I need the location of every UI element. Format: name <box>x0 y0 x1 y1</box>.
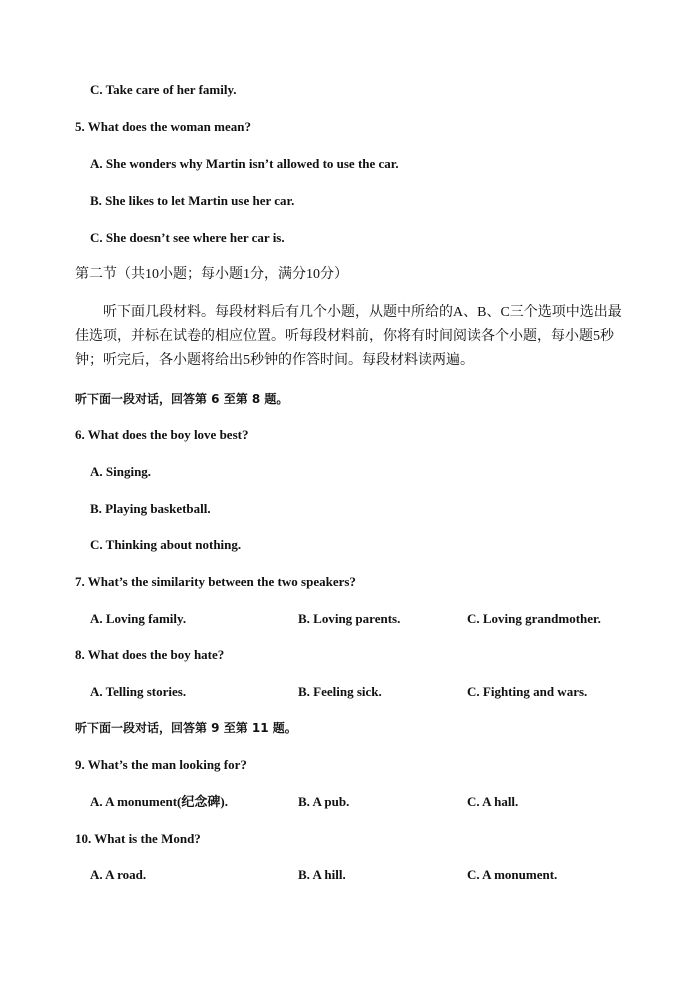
section-heading: 第二节（共10小题；每小题1分，满分10分） <box>75 267 348 282</box>
option-10c: C. A monument. <box>467 867 558 882</box>
option-9a: A. A monument(纪念碑). <box>90 794 228 809</box>
section-instructions: 听下面几段材料。每段材料后有几个小题，从题中所给的A、B、C三个选项中选出最佳选项，并标在试卷的相应位置。听每段材料前，你将有时间阅读各个小题，每小题5秒钟；听完后，各小题将给出5秒钟的作答时间。每段材料读两遍。 <box>75 305 622 368</box>
question-10: 10. What is the Mond? <box>75 831 201 846</box>
option-10b: B. A hill. <box>298 867 346 882</box>
option-8c: C. Fighting and wars. <box>467 684 588 699</box>
listening-note-2: 听下面一段对话，回答第 9 至第 11 题。 <box>75 721 297 735</box>
option-6b: B. Playing basketball. <box>90 501 211 516</box>
option-7a: A. Loving family. <box>90 611 187 626</box>
option-8b: B. Feeling sick. <box>298 684 382 699</box>
option-5c: C. She doesn’t see where her car is. <box>90 230 285 245</box>
option-5a: A. She wonders why Martin isn’t allowed to use the car. <box>90 156 399 171</box>
option-10a: A. A road. <box>90 867 147 882</box>
question-5: 5. What does the woman mean? <box>75 119 251 134</box>
option-5b: B. She likes to let Martin use her car. <box>90 193 295 208</box>
listening-note-1: 听下面一段对话，回答第 6 至第 8 题。 <box>75 392 289 406</box>
option-9b: B. A pub. <box>298 794 350 809</box>
option-6c: C. Thinking about nothing. <box>90 537 242 552</box>
option-9c: C. A hall. <box>467 794 519 809</box>
option-8a: A. Telling stories. <box>90 684 187 699</box>
question-9: 9. What’s the man looking for? <box>75 757 247 772</box>
question-6: 6. What does the boy love best? <box>75 427 249 442</box>
question-8: 8. What does the boy hate? <box>75 647 225 662</box>
question-7: 7. What’s the similarity between the two speakers? <box>75 574 356 589</box>
option-7c: C. Loving grandmother. <box>467 611 601 626</box>
option-4c: C. Take care of her family. <box>90 82 237 97</box>
option-7b: B. Loving parents. <box>298 611 401 626</box>
option-6a: A. Singing. <box>90 464 152 479</box>
